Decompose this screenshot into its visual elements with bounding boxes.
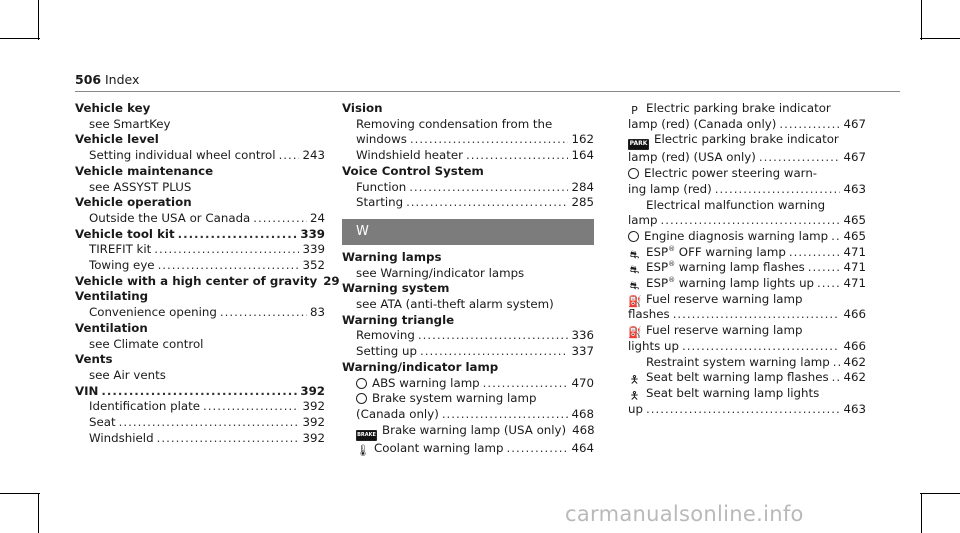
page-reference: 471: [843, 244, 866, 259]
entry-label: Function: [356, 179, 407, 194]
entry-label: ESP® warning lamp lights up: [646, 276, 815, 291]
page-reference: 285: [571, 195, 594, 210]
entry-text: [356, 441, 504, 457]
index-heading: Warning lamps: [342, 249, 442, 264]
index-entry: [614, 229, 866, 245]
restraint-icon: [628, 357, 641, 368]
crop-mark: [38, 493, 39, 533]
index-heading: Warning system: [342, 281, 450, 296]
abs-icon: [356, 378, 367, 389]
entry-text: Fuel reserve warning lamp: [646, 323, 803, 338]
page-reference: 337: [571, 344, 594, 359]
entry-label: Vehicle tool kit: [75, 226, 175, 241]
entry-text: Electric parking brake indicator: [654, 132, 839, 147]
crop-mark: [921, 493, 922, 533]
entry-label: Identification plate: [89, 399, 200, 414]
leader-dots: [646, 402, 841, 418]
index-entry: [342, 132, 594, 148]
entry-text: [89, 399, 200, 415]
entry-text: [75, 227, 175, 243]
entry-text: [89, 415, 116, 431]
entry-text: [356, 195, 403, 211]
index-entry: [614, 117, 866, 133]
fuel-icon: ⛽: [628, 326, 642, 340]
index-subentry: [75, 337, 325, 353]
index-entry: [614, 213, 866, 229]
index-subentry: [342, 266, 594, 282]
index-entry: [75, 415, 325, 431]
entry-label: Restraint system warning lamp: [646, 354, 830, 369]
entry-text: [89, 305, 217, 321]
index-heading: Vehicle operation: [75, 195, 192, 210]
entry-text: see Climate control: [89, 336, 204, 351]
page-header: [75, 72, 900, 92]
crop-mark: [921, 0, 922, 40]
index-heading-with-page: [75, 227, 325, 243]
leader-dots: [673, 307, 841, 323]
entry-text: [628, 260, 805, 276]
index-subentry: [342, 117, 594, 133]
leader-dots: [119, 415, 300, 431]
index-entry: [614, 276, 866, 292]
electrical-malfunction-icon: [628, 200, 641, 211]
index-column-2: [342, 101, 594, 456]
index-heading: Voice Control System: [342, 163, 484, 178]
crop-mark: [38, 0, 39, 40]
entry-text: [356, 148, 463, 164]
page-reference: 243: [302, 148, 325, 163]
page-reference: 466: [843, 307, 866, 322]
leader-dots: [442, 407, 569, 423]
leader-dots: [418, 328, 569, 344]
entry-text: [628, 370, 829, 386]
page-reference: 462: [843, 370, 866, 385]
index-entry: [75, 148, 325, 164]
entry-text: Brake system warning lamp: [372, 391, 537, 406]
entry-text: Seat belt warning lamp lights: [646, 385, 820, 400]
leader-dots: [779, 117, 840, 133]
index-entry: [342, 344, 594, 360]
index-heading: Ventilation: [75, 320, 148, 335]
index-subentry: [342, 297, 594, 313]
leader-dots: [817, 276, 840, 292]
page-reference: 83: [309, 305, 325, 320]
index-heading: Vents: [75, 352, 113, 367]
index-entry: [75, 431, 325, 447]
leader-dots: [158, 258, 300, 274]
entry-text: see SmartKey: [89, 116, 171, 131]
entry-text: [628, 339, 679, 355]
entry-label: Brake warning lamp (USA only): [382, 422, 567, 437]
brake-usa-icon: BRAKE: [356, 430, 377, 441]
esp-icon: ⛐: [629, 263, 640, 277]
entry-text: [89, 211, 250, 227]
entry-label: Convenience opening: [89, 305, 217, 320]
index-subentry: [614, 198, 866, 214]
index-entry: [342, 407, 594, 423]
crop-mark: [0, 38, 40, 39]
index-subentry: [75, 368, 325, 384]
leader-dots: [409, 180, 568, 196]
leader-dots: [406, 195, 568, 211]
entry-label: up: [628, 401, 643, 416]
entry-text: [75, 384, 98, 400]
index-heading: Vehicle level: [75, 132, 159, 147]
entry-label: Windshield heater: [356, 148, 464, 163]
entry-label: TIREFIT kit: [89, 242, 152, 257]
page-reference: 465: [843, 228, 866, 243]
leader-dots: [420, 344, 569, 360]
leader-dots: [831, 229, 840, 245]
entry-text: Electric power steering warn-: [644, 166, 818, 181]
entry-text: [356, 407, 439, 423]
leader-dots: [101, 384, 297, 400]
crop-mark: [0, 493, 40, 494]
index-entry: [614, 402, 866, 418]
page-reference: 162: [571, 132, 594, 147]
index-heading: Warning/indicator lamp: [342, 359, 499, 374]
index-entry: [75, 305, 325, 321]
entry-label: Coolant warning lamp: [374, 440, 504, 455]
index-heading-with-page: [75, 273, 340, 290]
index-subentry: [614, 166, 866, 182]
index-entry: [342, 180, 594, 196]
entry-label: lamp: [628, 213, 658, 228]
entry-label: Starting: [356, 195, 404, 210]
page-reference: 392: [302, 430, 325, 445]
entry-text: [356, 180, 406, 196]
index-heading-with-page: [75, 384, 325, 400]
entry-text: see ATA (anti-theft alarm system): [356, 297, 554, 312]
index-column-3: [614, 101, 866, 417]
leader-dots: [483, 376, 569, 392]
page-reference: 467: [843, 116, 866, 131]
entry-text: [356, 328, 415, 344]
leader-dots: [715, 182, 841, 198]
page-title: Index: [105, 72, 140, 87]
leader-dots: [410, 132, 569, 148]
fuel-icon: ⛽: [628, 294, 642, 308]
entry-text: [628, 182, 712, 198]
seat-belt-icon: 🯅: [629, 373, 640, 387]
entry-label: Windshield: [89, 430, 154, 445]
leader-dots: [279, 148, 300, 164]
index-heading: Vision: [342, 101, 383, 115]
leader-dots: [507, 441, 569, 457]
page-reference: 462: [843, 354, 866, 369]
page-reference: 339: [302, 242, 325, 257]
index-entry: [614, 355, 866, 371]
entry-text: [89, 242, 151, 258]
index-entry: [342, 195, 594, 211]
entry-text: [89, 148, 276, 164]
page-reference: 352: [302, 258, 325, 273]
entry-text: [356, 132, 407, 148]
index-subentry: [342, 391, 594, 407]
index-entry: [614, 150, 866, 166]
entry-label: ABS warning lamp: [372, 375, 480, 390]
section-letter-band: W: [342, 219, 594, 245]
entry-label: VIN: [75, 383, 99, 398]
entry-label: (Canada only): [356, 406, 439, 421]
index-entry: [75, 399, 325, 415]
index-heading: Vehicle key: [75, 101, 151, 115]
page-reference: 24: [309, 210, 325, 225]
index-entry: [614, 339, 866, 355]
entry-label: windows: [356, 132, 407, 147]
page-reference: 392: [302, 415, 325, 430]
entry-label: lights up: [628, 338, 680, 353]
page-reference: 468: [572, 422, 595, 437]
entry-text: [628, 276, 814, 292]
index-subentry: [614, 132, 866, 150]
page-reference: 465: [843, 213, 866, 228]
index-subentry: [614, 386, 866, 402]
index-subentry: [75, 117, 325, 133]
entry-text: [628, 355, 830, 371]
index-subentry: [614, 292, 866, 308]
entry-label: lamp (red) (Canada only): [628, 116, 777, 131]
entry-text: see Air vents: [89, 367, 166, 382]
index-entry: [342, 423, 594, 441]
engine-diagnosis-icon: [628, 231, 639, 242]
crop-mark: [920, 493, 960, 494]
index-entry: [75, 242, 325, 258]
index-entry: [75, 258, 325, 274]
entry-label: Setting up: [356, 344, 417, 359]
page-reference: 466: [843, 338, 866, 353]
entry-text: [628, 213, 658, 229]
index-entry: [342, 148, 594, 164]
seat-belt-icon: 🯅: [629, 388, 640, 402]
entry-text: [356, 376, 480, 392]
page-reference: 392: [300, 383, 325, 398]
watermark: carmanualsonline.info: [565, 502, 804, 526]
page-reference: 164: [571, 148, 594, 163]
index-entry: [614, 182, 866, 198]
leader-dots: [759, 150, 841, 166]
entry-text: [75, 274, 317, 290]
entry-text: Electrical malfunction warning: [646, 197, 826, 212]
entry-label: Towing eye: [89, 258, 155, 273]
page-reference: 284: [571, 179, 594, 194]
leader-dots: [682, 339, 840, 355]
leader-dots: [466, 148, 568, 164]
index-subentry: [75, 180, 325, 196]
index-heading: Ventilating: [75, 289, 149, 304]
index-subentry: [614, 101, 866, 117]
entry-text: [356, 423, 566, 441]
entry-text: see ASSYST PLUS: [89, 179, 192, 194]
page-reference: 463: [843, 181, 866, 196]
entry-label: Vehicle with a high center of gravity: [75, 273, 318, 288]
entry-label: ESP® warning lamp flashes: [646, 260, 805, 275]
index-entry: [75, 211, 325, 227]
leader-dots: [203, 399, 299, 415]
entry-label: Removing: [356, 328, 415, 343]
page-number: 506: [75, 72, 102, 87]
leader-dots: [157, 431, 300, 447]
entry-text: Fuel reserve warning lamp: [646, 291, 803, 306]
esp-icon: ⛐: [629, 279, 640, 293]
entry-label: ing lamp (red): [628, 181, 712, 196]
leader-dots: [808, 260, 841, 276]
index-heading: Vehicle maintenance: [75, 163, 214, 178]
index-entry: [342, 441, 594, 457]
leader-dots: [154, 242, 299, 258]
index-entry: [614, 307, 866, 323]
entry-text: [89, 258, 155, 274]
entry-text: [628, 229, 828, 245]
brake-system-icon: [356, 393, 367, 404]
parking-brake-park-icon: PARK: [628, 139, 649, 150]
page-reference: 463: [843, 401, 866, 416]
entry-label: Engine diagnosis warning lamp: [644, 228, 829, 243]
page-reference: 29: [323, 273, 340, 288]
leader-dots: [253, 211, 307, 227]
leader-dots: [833, 355, 841, 371]
index-entry: [614, 245, 866, 261]
page-reference: 464: [571, 440, 594, 455]
index-subentry: [614, 323, 866, 339]
index-entry: [614, 260, 866, 276]
crop-mark: [920, 38, 960, 39]
page-reference: 471: [843, 260, 866, 275]
entry-text: see Warning/indicator lamps: [356, 265, 525, 280]
leader-dots: [789, 245, 841, 261]
entry-text: [628, 245, 786, 261]
index-entry: [342, 376, 594, 392]
page-reference: 392: [302, 399, 325, 414]
page-reference: 339: [300, 226, 325, 241]
leader-dots: [178, 227, 298, 243]
entry-text: Removing condensation from the: [356, 116, 553, 131]
entry-label: ESP® OFF warning lamp: [646, 244, 786, 259]
esp-off-icon: ⛐: [629, 247, 640, 261]
index-heading: Warning triangle: [342, 312, 455, 327]
header-rule: [75, 91, 900, 92]
parking-brake-p-icon: P: [631, 104, 638, 117]
entry-label: Seat belt warning lamp flashes: [646, 370, 829, 385]
entry-label: flashes: [628, 307, 670, 322]
leader-dots: [220, 305, 307, 321]
index-entry: [342, 328, 594, 344]
entry-label: Setting individual wheel control: [89, 148, 276, 163]
entry-label: Outside the USA or Canada: [89, 210, 251, 225]
entry-text: Electric parking brake indicator: [646, 101, 831, 115]
entry-text: [89, 431, 154, 447]
entry-text: [628, 150, 756, 166]
entry-label: lamp (red) (USA only): [628, 150, 756, 165]
entry-text: [628, 117, 776, 133]
entry-text: [628, 402, 643, 418]
leader-dots: [661, 213, 841, 229]
index-column-1: [75, 101, 340, 446]
coolant-icon: 🌡: [356, 443, 370, 457]
entry-label: Seat: [89, 415, 116, 430]
power-steering-icon: [628, 168, 639, 179]
page-reference: 467: [843, 150, 866, 165]
entry-text: [628, 307, 670, 323]
leader-dots: [832, 370, 841, 386]
page-reference: 336: [571, 328, 594, 343]
page-reference: 470: [571, 375, 594, 390]
page-reference: 471: [843, 276, 866, 291]
entry-text: [356, 344, 417, 360]
index-entry: [614, 370, 866, 386]
page-reference: 468: [571, 406, 594, 421]
